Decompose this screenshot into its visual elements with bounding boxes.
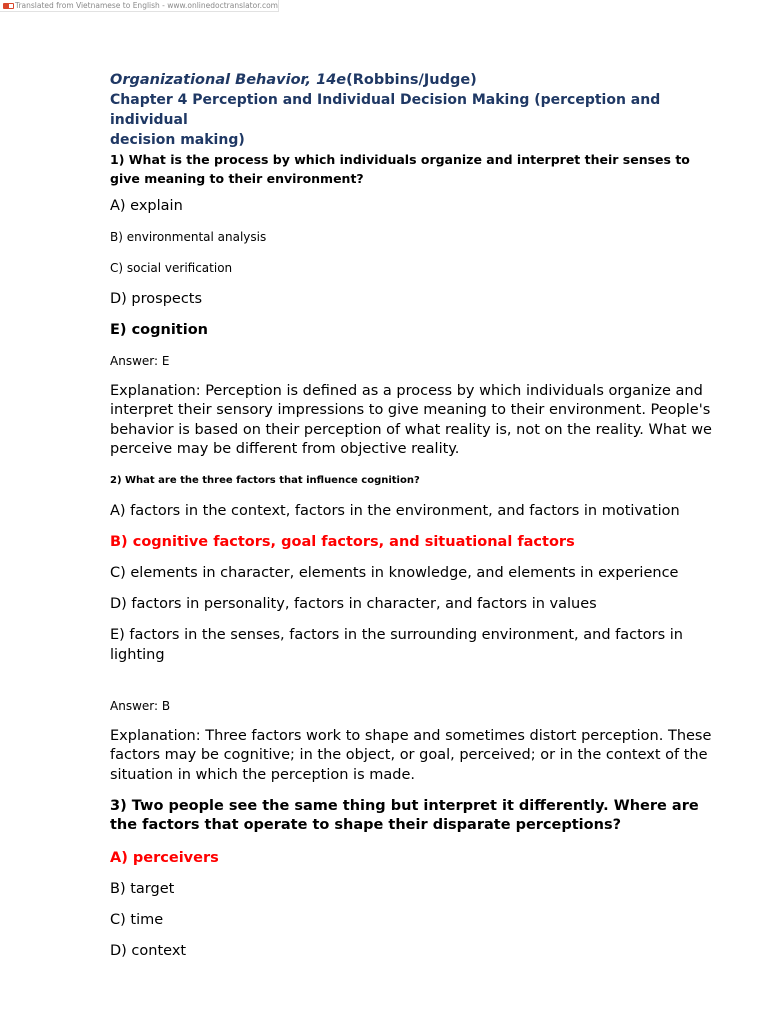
question-3: 3) Two people see the same thing but interpret it differently. Where are the factors that operate to shape their disparate perceptions? <box>110 798 699 834</box>
q3-option-c: C) time <box>110 911 164 928</box>
q1-option-c: C) social verification <box>110 261 233 275</box>
translator-banner[interactable] <box>0 0 279 12</box>
q1-explanation: Explanation: Perception is defined as a process by which individuals organize and interpret their sensory impressions to give meaning to their environment. People's behavior is based on their perception of what reality is, not on the reality. What we perceive may be different from objective reality. <box>110 383 712 457</box>
book-title-line <box>110 71 720 90</box>
q2-option-e: E) factors in the senses, factors in the surrounding environment, and factors in lighting <box>110 627 683 664</box>
chapter-title-line-1: Chapter 4 Perception and Individual Decision Making (perception and individual <box>110 92 661 128</box>
q2-option-a: A) factors in the context, factors in the environment, and factors in motivation <box>110 503 680 520</box>
book-authors: (Robbins/Judge) <box>346 72 477 88</box>
q1-option-b: B) environmental analysis <box>110 230 267 244</box>
translator-banner-text: Translated from Vietnamese to English - www.onlinedoctranslator.com <box>14 1 278 10</box>
q2-answer: Answer: B <box>110 699 171 714</box>
q1-answer: Answer: E <box>110 354 170 368</box>
document-body <box>110 71 720 972</box>
q2-option-c: C) elements in character, elements in knowledge, and elements in experience <box>110 565 679 582</box>
chapter-title-line-2: decision making) <box>110 132 245 148</box>
question-1: 1) What is the process by which individuals organize and interpret their senses to give meaning to their environment? <box>110 152 690 186</box>
q2-option-b: B) cognitive factors, goal factors, and situational factors <box>110 534 575 551</box>
q1-option-a: A) explain <box>110 198 183 214</box>
q3-option-a: A) perceivers <box>110 849 219 866</box>
q3-option-b: B) target <box>110 880 175 897</box>
translator-logo-icon <box>3 2 12 10</box>
question-2: 2) What are the three factors that influence cognition? <box>110 475 420 487</box>
q3-option-d: D) context <box>110 942 187 959</box>
q1-option-d: D) prospects <box>110 291 203 307</box>
q2-explanation: Explanation: Three factors work to shape and sometimes distort perception. These factors may be cognitive; in the object, or goal, perceived; or in the context of the situation in which the perception is made. <box>110 728 712 783</box>
q1-option-e: E) cognition <box>110 322 208 338</box>
book-title: Organizational Behavior, 14e <box>110 72 347 88</box>
q2-option-d: D) factors in personality, factors in character, and factors in values <box>110 596 597 613</box>
